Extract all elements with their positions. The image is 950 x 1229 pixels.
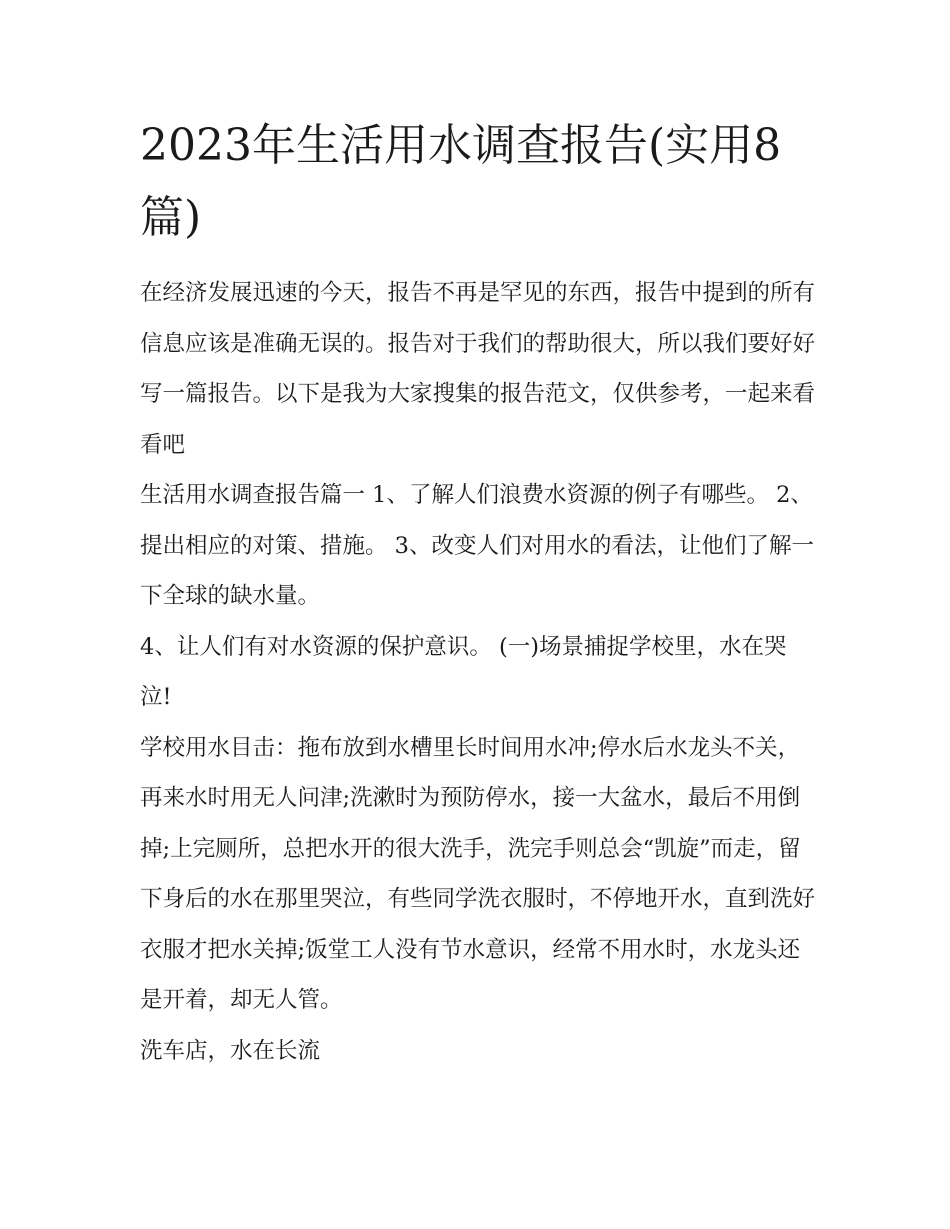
paragraph-school-water: 学校用水目击：拖布放到水槽里长时间用水冲;停水后水龙头不关，再来水时用无人问津;洗漱时为预防停水，接一大盆水，最后不用倒掉;上完厕所，总把水开的很大洗手，洗完手则总会“凯旋”而走，留下身后的水在那里哭泣，有些同学洗衣服时，不停地开水，直到洗好衣服才把水关掉;饭堂工人没有节水意识，经常不用水时，水龙头还是开着，却无人管。	[140, 734, 816, 1013]
document-title: 2023年生活用水调查报告(实用8篇)	[140, 120, 782, 243]
document-content	[140, 110, 815, 1076]
paragraph-awareness: 4、让人们有对水资源的保护意识。 (一)场景捕捉学校里，水在哭泣!	[140, 633, 787, 710]
paragraph-objectives: 生活用水调查报告篇一 1、了解人们浪费水资源的例子有哪些。 2、提出相应的对策、措施。 3、改变人们对用水的看法，让他们了解一下全球的缺水量。	[140, 482, 814, 609]
paragraph-car-wash: 洗车店，水在长流	[140, 1037, 321, 1064]
paragraph-intro: 在经济发展迅速的今天，报告不再是罕见的东西，报告中提到的所有信息应该是准确无误的。报告对于我们的帮助很大，所以我们要好好写一篇报告。以下是我为大家搜集的报告范文，仅供参考，一起来看看吧	[140, 280, 816, 458]
